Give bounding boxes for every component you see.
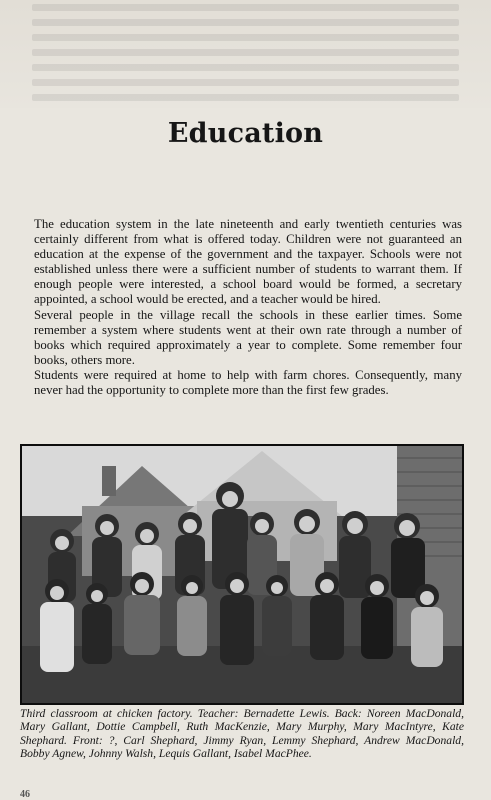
paragraph: Students were required at home to help with farm chores. Consequently, many never had the opportunity to complete more than the first few grades. [34, 367, 462, 398]
body-text [34, 217, 462, 398]
bleed-through-text [0, 0, 491, 108]
paragraph: Several people in the village recall the schools in these earlier times. Some remember a system where students went at their own rate through a number of books which required approximately a year to complete. Some remember four books, others more. [34, 307, 462, 367]
classroom-photo [20, 444, 464, 705]
paragraph: The education system in the late nineteenth and early twentieth centuries was certainly different from what is offered today. Children were not guaranteed an education at the expense of the government and the taxpayer. Schools were not established unless there were a sufficient number of students to warrant them. If enough people were interested, a school board would be formed, a secretary appointed, a school would be erected, and a teacher would be hired. [34, 217, 462, 307]
page-number: 46 [20, 789, 30, 800]
photo-caption: Third classroom at chicken factory. Teacher: Bernadette Lewis. Back: Noreen MacDonald, Mary Gallant, Dottie Campbell, Ruth MacKenzie, Mary Murphy, Mary MacIntyre, Kate Shephard. Front: ?, Carl Shephard, Jimmy Ryan, Lemmy Shephard, Andrew MacDonald, Bobby Agnew, Johnny Walsh, Lequis Gallant, Isabel MacPhee. [20, 707, 464, 761]
page-title: Education [167, 118, 324, 149]
classroom-photo-illustration [22, 446, 462, 703]
